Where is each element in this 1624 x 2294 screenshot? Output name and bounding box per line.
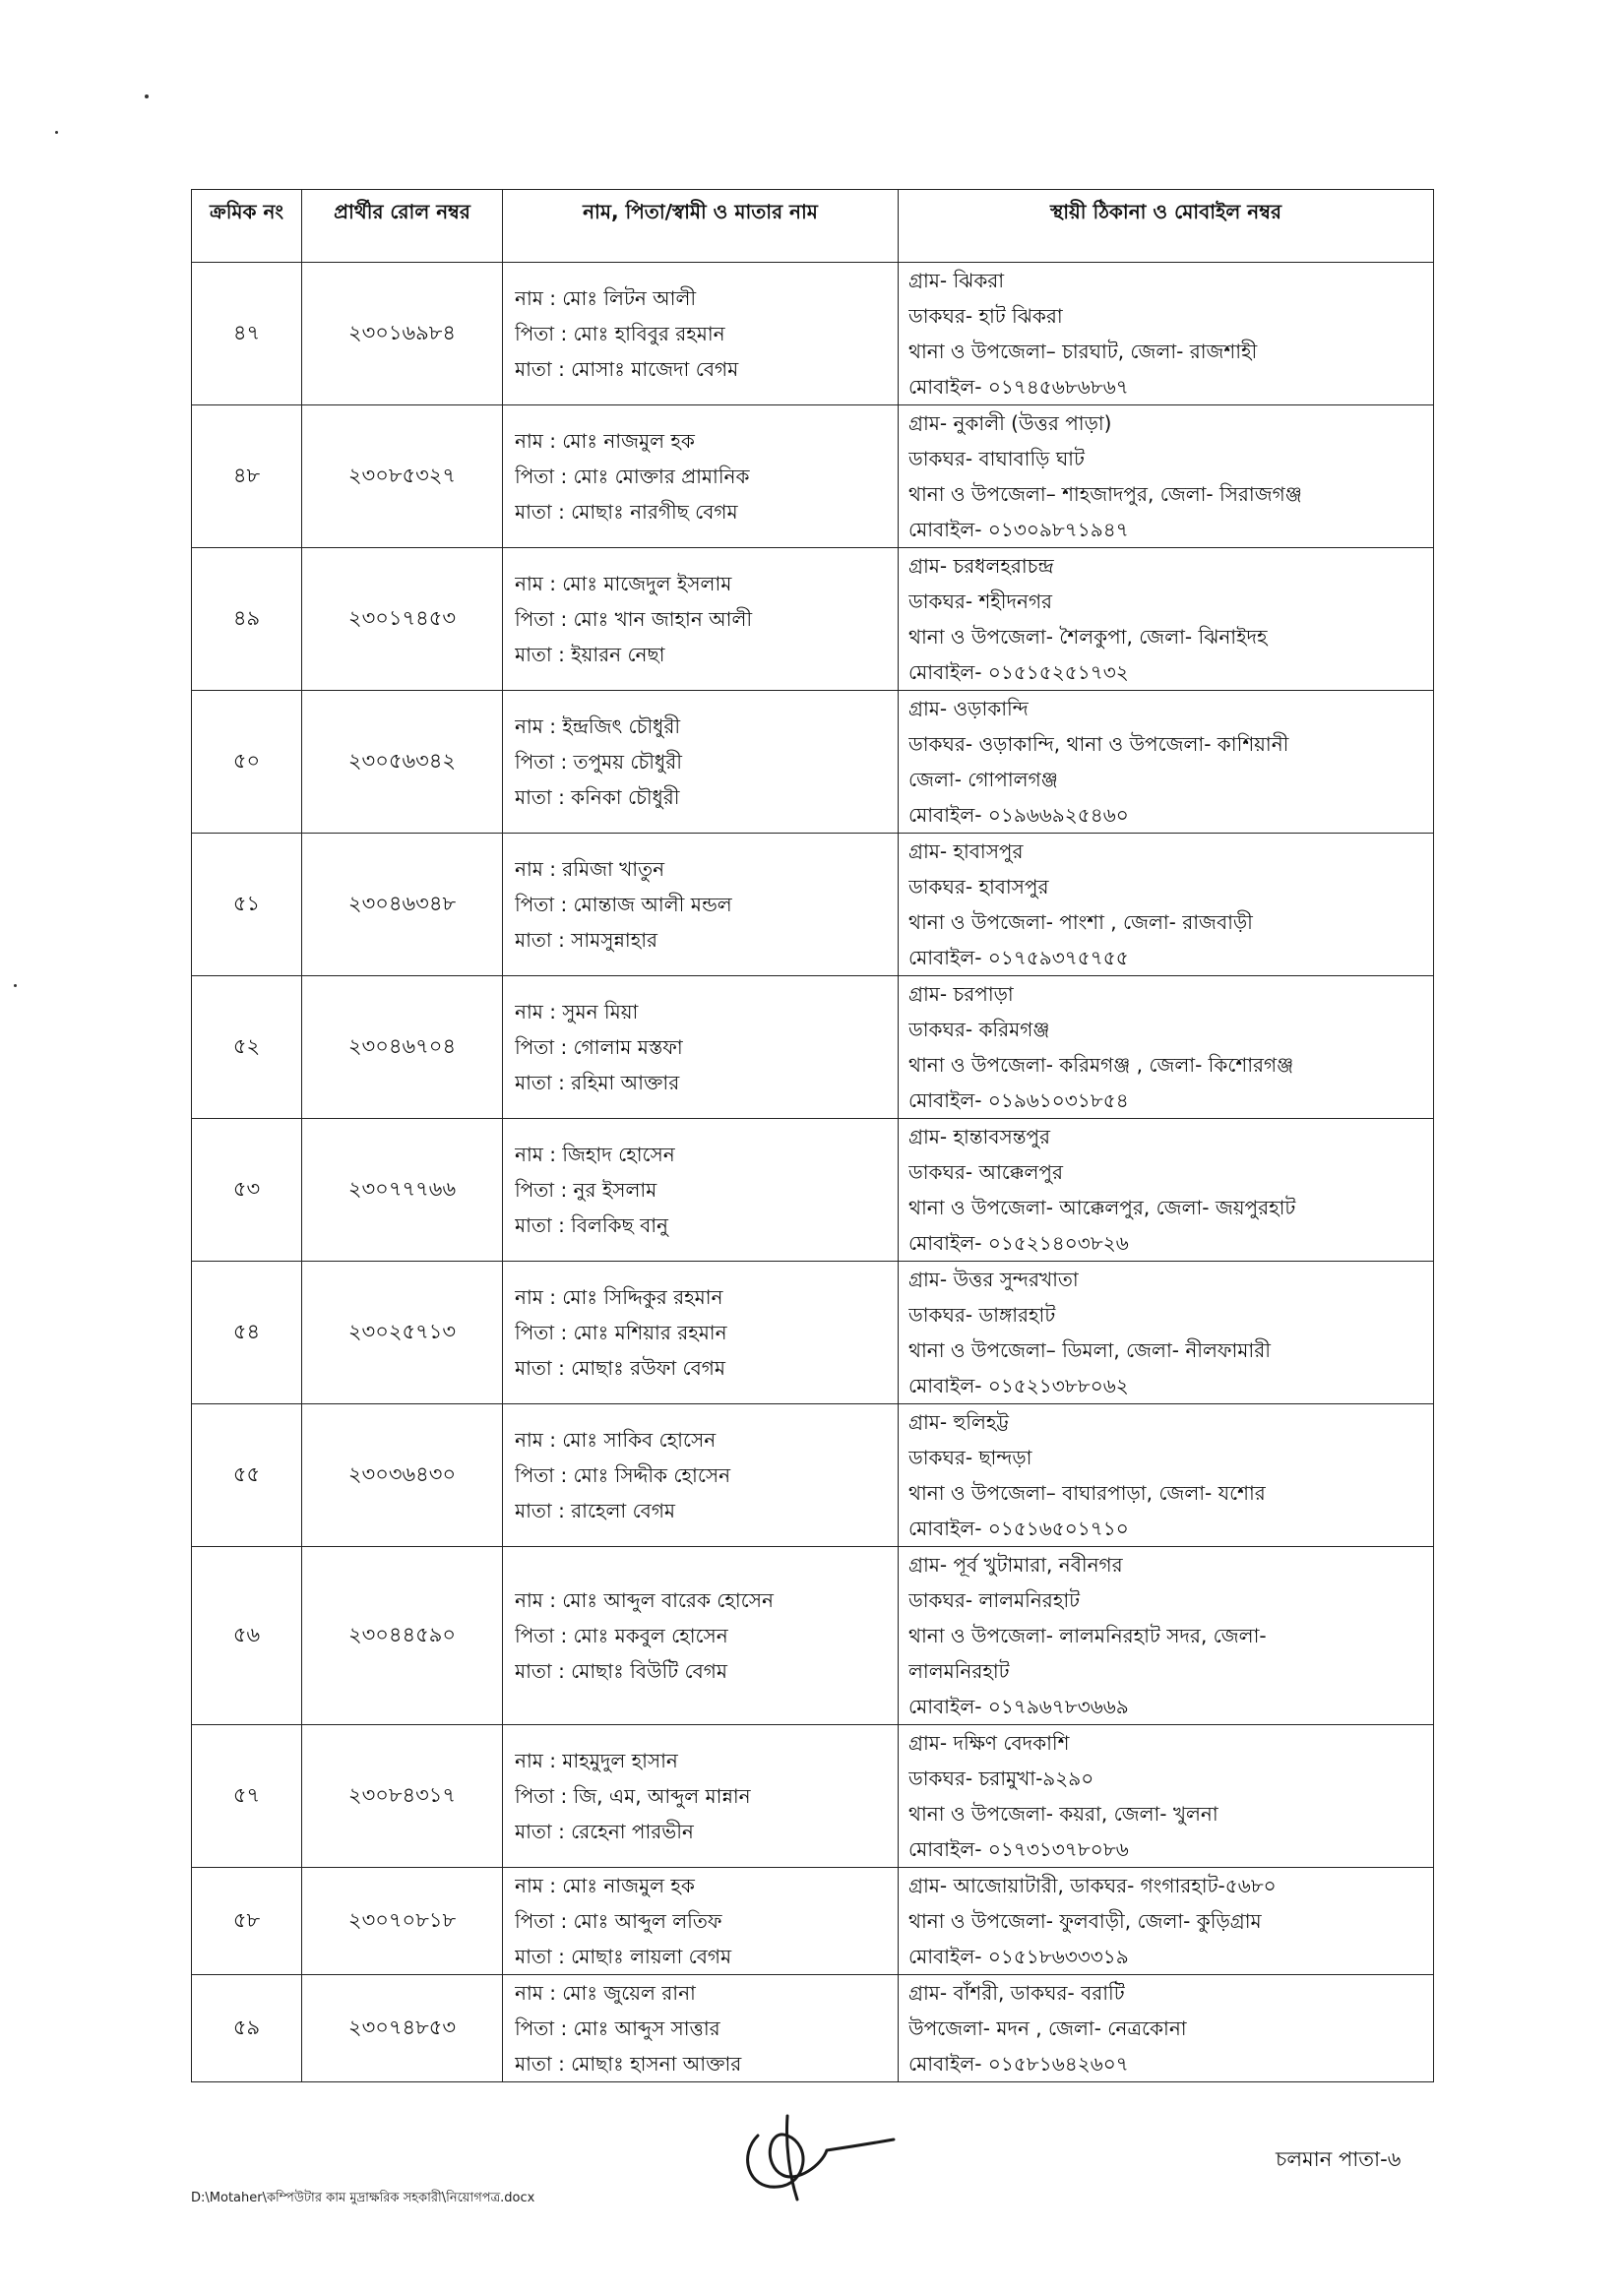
table-row	[192, 1975, 1434, 2082]
table-row	[192, 1262, 1434, 1404]
names-cell	[503, 548, 899, 691]
address-cell	[899, 834, 1434, 976]
serial-cell: ৫৫	[192, 1404, 302, 1547]
mother-line: মাতা : মোছাঃ হাসনা আক্তার	[515, 2052, 742, 2076]
scan-speck	[145, 94, 149, 98]
address-line: গ্রাম- বাঁশরী, ডাকঘর- বরাটি	[908, 1981, 1125, 2005]
table-row	[192, 263, 1434, 405]
table-row	[192, 691, 1434, 834]
address-cell	[899, 548, 1434, 691]
address-cell	[899, 1119, 1434, 1262]
father-line: পিতা : মোঃ মশিয়ার রহমান	[515, 1321, 727, 1344]
header-serial: ক্রমিক নং	[192, 190, 302, 263]
name-line: নাম : মাহমুদুল হাসান	[515, 1749, 678, 1772]
serial-cell: ৫৯	[192, 1975, 302, 2082]
address-line: উপজেলা- মদন , জেলা- নেত্রকোনা	[908, 2016, 1187, 2040]
address-line: ডাকঘর- হাবাসপুর	[908, 875, 1049, 899]
address-line: ডাকঘর- শহীদনগর	[908, 589, 1053, 613]
father-line: পিতা : মোঃ আব্দুস সাত্তার	[515, 2016, 720, 2040]
address-line: গ্রাম- পূর্ব খুটামারা, নবীনগর	[908, 1553, 1123, 1577]
address-line: গ্রাম- উত্তর সুন্দরখাতা	[908, 1268, 1079, 1291]
serial-cell: ৫৬	[192, 1547, 302, 1725]
table-row	[192, 1119, 1434, 1262]
address-line: ডাকঘর- করিমগঞ্জ	[908, 1018, 1050, 1041]
roll-number-cell: ২৩০৪৬৩৪৮	[302, 834, 503, 976]
address-cell	[899, 1868, 1434, 1975]
roll-number-cell: ২৩০৪৬৭০৪	[302, 976, 503, 1119]
address-line: লালমনিরহাট	[908, 1659, 1010, 1683]
roll-number-cell: ২৩০৩৬৪৩০	[302, 1404, 503, 1547]
address-cell	[899, 1262, 1434, 1404]
address-cell	[899, 691, 1434, 834]
serial-cell: ৪৮	[192, 405, 302, 548]
address-line: থানা ও উপজেলা- ফুলবাড়ী, জেলা- কুড়িগ্রাম	[908, 1909, 1262, 1933]
address-line: মোবাইল- ০১৩০৯৮৭১৯৪৭	[908, 518, 1129, 541]
mother-line: মাতা : রহিমা আক্তার	[515, 1071, 680, 1094]
serial-cell: ৫০	[192, 691, 302, 834]
address-cell	[899, 1725, 1434, 1868]
address-line: ডাকঘর- ডাঙ্গারহাট	[908, 1303, 1056, 1327]
address-line: গ্রাম- দক্ষিণ বেদকাশি	[908, 1731, 1070, 1755]
name-line: নাম : মোঃ মাজেদুল ইসলাম	[515, 572, 732, 595]
address-cell	[899, 405, 1434, 548]
name-line: নাম : মোঃ সাকিব হোসেন	[515, 1428, 717, 1452]
roll-number-cell: ২৩০৮৫৩২৭	[302, 405, 503, 548]
table-row	[192, 834, 1434, 976]
name-line: নাম : জিহাদ হোসেন	[515, 1143, 675, 1166]
name-line: নাম : মোঃ নাজমুল হক	[515, 429, 695, 453]
address-line: ডাকঘর- হাট ঝিকরা	[908, 304, 1063, 328]
address-cell	[899, 263, 1434, 405]
address-cell	[899, 976, 1434, 1119]
address-line: গ্রাম- চরপাড়া	[908, 982, 1014, 1006]
mother-line: মাতা : বিলকিছ বানু	[515, 1213, 668, 1237]
mother-line: মাতা : ইয়ারন নেছা	[515, 643, 665, 666]
address-line: জেলা- গোপালগঞ্জ	[908, 768, 1058, 791]
name-line: নাম : ইন্দ্রজিৎ চৌধুরী	[515, 714, 681, 738]
table-row	[192, 405, 1434, 548]
address-line: ডাকঘর- ওড়াকান্দি, থানা ও উপজেলা- কাশিয়ানী	[908, 732, 1289, 756]
address-line: মোবাইল- ০১৭৯৬৭৮৩৬৬৯	[908, 1695, 1129, 1718]
table-header	[192, 190, 1434, 263]
father-line: পিতা : মোঃ হাবিবুর রহমান	[515, 322, 725, 345]
roll-number-cell: ২৩০১৬৯৮৪	[302, 263, 503, 405]
address-line: ডাকঘর- চরামুখা-৯২৯০	[908, 1767, 1094, 1790]
header-address: স্থায়ী ঠিকানা ও মোবাইল নম্বর	[899, 190, 1434, 263]
serial-cell: ৫৮	[192, 1868, 302, 1975]
address-line: গ্রাম- হুলিহট্ট	[908, 1410, 1009, 1434]
address-line: থানা ও উপজেলা– শাহজাদপুর, জেলা- সিরাজগঞ্জ	[908, 482, 1302, 506]
scan-speck	[14, 984, 17, 987]
address-line: থানা ও উপজেলা– ডিমলা, জেলা- নীলফামারী	[908, 1338, 1271, 1362]
names-cell	[503, 263, 899, 405]
mother-line: মাতা : মোছাঃ নারগীছ বেগম	[515, 500, 738, 524]
candidate-table	[191, 189, 1434, 2082]
mother-line: মাতা : রেহেনা পারভীন	[515, 1820, 694, 1843]
table-row	[192, 1547, 1434, 1725]
serial-cell: ৪৯	[192, 548, 302, 691]
father-line: পিতা : তপুময় চৌধুরী	[515, 750, 682, 774]
address-line: থানা ও উপজেলা- পাংশা , জেলা- রাজবাড়ী	[908, 910, 1253, 934]
names-cell	[503, 1868, 899, 1975]
serial-cell: ৫৭	[192, 1725, 302, 1868]
names-cell	[503, 1262, 899, 1404]
address-line: মোবাইল- ০১৫১৮৬৩৩৩১৯	[908, 1945, 1129, 1968]
address-line: গ্রাম- নুকালী (উত্তর পাড়া)	[908, 411, 1112, 435]
roll-number-cell: ২৩০৮৪৩১৭	[302, 1725, 503, 1868]
mother-line: মাতা : রাহেলা বেগম	[515, 1499, 676, 1522]
names-cell	[503, 1975, 899, 2082]
names-cell	[503, 1725, 899, 1868]
address-line: গ্রাম- ঝিকরা	[908, 269, 1005, 292]
address-line: থানা ও উপজেলা- শৈলকুপা, জেলা- ঝিনাইদহ	[908, 625, 1268, 649]
father-line: পিতা : মোঃ মোক্তার প্রামানিক	[515, 465, 750, 488]
names-cell	[503, 1404, 899, 1547]
names-cell	[503, 976, 899, 1119]
names-cell	[503, 691, 899, 834]
mother-line: মাতা : কনিকা চৌধুরী	[515, 785, 680, 809]
table-row	[192, 1868, 1434, 1975]
serial-cell: ৫২	[192, 976, 302, 1119]
signature-mark	[728, 2096, 896, 2204]
mother-line: মাতা : সামসুন্নাহার	[515, 928, 658, 952]
address-line: থানা ও উপজেলা- লালমনিরহাট সদর, জেলা-	[908, 1624, 1267, 1647]
address-line: ডাকঘর- বাঘাবাড়ি ঘাট	[908, 447, 1085, 470]
roll-number-cell: ২৩০২৫৭১৩	[302, 1262, 503, 1404]
address-line: গ্রাম- আজোয়াটারী, ডাকঘর- গংগারহাট-৫৬৮০	[908, 1874, 1277, 1897]
address-line: গ্রাম- হান্তাবসন্তপুর	[908, 1125, 1051, 1148]
name-line: নাম : মোঃ আব্দুল বারেক হোসেন	[515, 1588, 774, 1612]
name-line: নাম : সুমন মিয়া	[515, 1000, 639, 1023]
header-roll: প্রার্থীর রোল নম্বর	[302, 190, 503, 263]
address-line: মোবাইল- ০১৭৪৫৬৮৬৮৬৭	[908, 375, 1129, 399]
address-line: মোবাইল- ০১৫২১৩৮৮০৬২	[908, 1374, 1129, 1397]
address-line: মোবাইল- ০১৯৬৬৯২৫৪৬০	[908, 803, 1129, 827]
address-line: মোবাইল- ০১৯৬১০৩১৮৫৪	[908, 1088, 1129, 1112]
father-line: পিতা : মোঃ খান জাহান আলী	[515, 607, 753, 631]
serial-cell: ৫৪	[192, 1262, 302, 1404]
table-row	[192, 548, 1434, 691]
father-line: পিতা : জি, এম, আব্দুল মান্নান	[515, 1784, 751, 1808]
names-cell	[503, 834, 899, 976]
roll-number-cell: ২৩০৭৭৭৬৬	[302, 1119, 503, 1262]
address-line: গ্রাম- ওড়াকান্দি	[908, 697, 1029, 720]
father-line: পিতা : মোন্তাজ আলী মন্ডল	[515, 893, 732, 916]
address-line: মোবাইল- ০১৫১৬৫০১৭১০	[908, 1517, 1129, 1540]
table-row	[192, 1725, 1434, 1868]
roll-number-cell: ২৩০১৭৪৫৩	[302, 548, 503, 691]
name-line: নাম : রমিজা খাতুন	[515, 857, 665, 881]
address-line: ডাকঘর- ছান্দড়া	[908, 1446, 1032, 1469]
address-line: থানা ও উপজেলা- আক্কেলপুর, জেলা- জয়পুরহাট	[908, 1196, 1296, 1219]
name-line: নাম : মোঃ নাজমুল হক	[515, 1874, 695, 1897]
address-line: থানা ও উপজেলা– চারঘাট, জেলা- রাজশাহী	[908, 340, 1258, 363]
address-line: গ্রাম- চরধলহরাচন্দ্র	[908, 554, 1054, 578]
address-line: মোবাইল- ০১৭৩১৩৭৮০৮৬	[908, 1837, 1129, 1861]
address-line: ডাকঘর- আক্কেলপুর	[908, 1160, 1064, 1184]
name-line: নাম : মোঃ লিটন আলী	[515, 286, 697, 310]
father-line: পিতা : গোলাম মস্তফা	[515, 1035, 683, 1059]
name-line: নাম : মোঃ জুয়েল রানা	[515, 1981, 696, 2005]
name-line: নাম : মোঃ সিদ্দিকুর রহমান	[515, 1285, 723, 1309]
mother-line: মাতা : মোছাঃ লায়লা বেগম	[515, 1945, 732, 1968]
roll-number-cell: ২৩০৫৬৩৪২	[302, 691, 503, 834]
mother-line: মাতা : মোসাঃ মাজেদা বেগম	[515, 357, 739, 381]
table-body	[192, 263, 1434, 2082]
serial-cell: ৫১	[192, 834, 302, 976]
file-path: D:\Motaher\কম্পিউটার কাম মুদ্রাক্ষরিক সহকারী\নিয়োগপত্র.docx	[191, 2191, 535, 2205]
roll-number-cell: ২৩০৭৪৮৫৩	[302, 1975, 503, 2082]
address-cell	[899, 1404, 1434, 1547]
address-line: গ্রাম- হাবাসপুর	[908, 839, 1024, 863]
father-line: পিতা : মোঃ আব্দুল লতিফ	[515, 1909, 722, 1933]
address-line: মোবাইল- ০১৫৮১৬৪২৬০৭	[908, 2052, 1129, 2076]
address-line: থানা ও উপজেলা- কয়রা, জেলা- খুলনা	[908, 1802, 1218, 1826]
address-line: মোবাইল- ০১৫১৫২৫১৭৩২	[908, 660, 1129, 684]
address-line: থানা ও উপজেলা- করিমগঞ্জ , জেলা- কিশোরগঞ্জ	[908, 1053, 1294, 1077]
father-line: পিতা : মোঃ সিদ্দীক হোসেন	[515, 1463, 731, 1487]
scan-speck	[55, 131, 58, 134]
father-line: পিতা : নুর ইসলাম	[515, 1178, 657, 1202]
table-row	[192, 976, 1434, 1119]
address-cell	[899, 1547, 1434, 1725]
address-line: মোবাইল- ০১৫২১৪০৩৮২৬	[908, 1231, 1129, 1255]
header-names: নাম, পিতা/স্বামী ও মাতার নাম	[503, 190, 899, 263]
names-cell	[503, 405, 899, 548]
father-line: পিতা : মোঃ মকবুল হোসেন	[515, 1624, 728, 1647]
table-row	[192, 1404, 1434, 1547]
address-line: ডাকঘর- লালমনিরহাট	[908, 1588, 1081, 1612]
serial-cell: ৫৩	[192, 1119, 302, 1262]
address-cell	[899, 1975, 1434, 2082]
address-line: মোবাইল- ০১৭৫৯৩৭৫৭৫৫	[908, 946, 1129, 969]
mother-line: মাতা : মোছাঃ বিউটি বেগম	[515, 1659, 727, 1683]
serial-cell: ৪৭	[192, 263, 302, 405]
names-cell	[503, 1119, 899, 1262]
address-line: থানা ও উপজেলা– বাঘারপাড়া, জেলা- যশোর	[908, 1481, 1266, 1505]
page-continuation: চলমান পাতা-৬	[1276, 2147, 1402, 2171]
roll-number-cell: ২৩০৪৪৫৯০	[302, 1547, 503, 1725]
mother-line: মাতা : মোছাঃ রউফা বেগম	[515, 1356, 725, 1380]
roll-number-cell: ২৩০৭০৮১৮	[302, 1868, 503, 1975]
names-cell	[503, 1547, 899, 1725]
